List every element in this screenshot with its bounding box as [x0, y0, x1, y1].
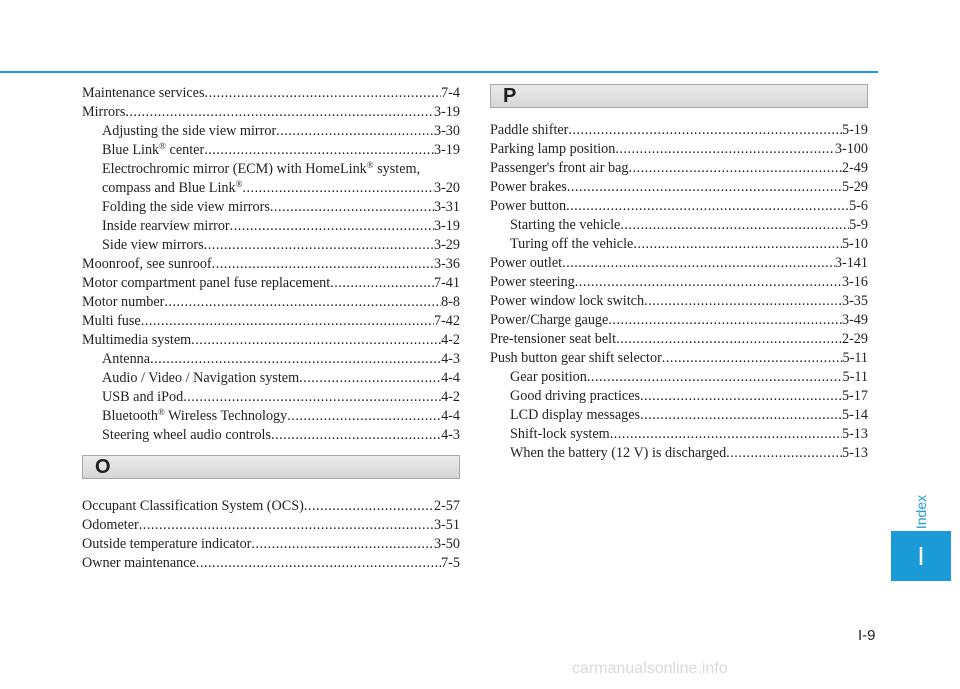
- entry-page: 5-9: [849, 217, 868, 233]
- entry-page: 5-11: [842, 350, 868, 366]
- index-entry[interactable]: [490, 368, 868, 387]
- entry-term-text: Moonroof, see sunroof: [82, 256, 212, 272]
- entry-page: 3-19: [433, 218, 460, 234]
- registered-mark: ®: [159, 141, 166, 151]
- entry-term-text: Paddle shifter: [490, 122, 569, 138]
- entry-page: 4-2: [441, 389, 460, 405]
- dot-leader: [164, 293, 441, 312]
- index-entry[interactable]: [82, 350, 460, 369]
- index-entry[interactable]: [82, 516, 460, 535]
- entry-term-suffix: system,: [373, 161, 421, 177]
- entry-term-text: Pre-tensioner seat belt: [490, 331, 617, 347]
- entry-term: [490, 178, 567, 197]
- entry-page: 2-29: [841, 331, 868, 347]
- entry-page: 4-3: [441, 351, 460, 367]
- entry-page: 3-100: [834, 141, 868, 157]
- index-list-m: [82, 84, 460, 445]
- entry-page: 7-4: [441, 85, 460, 101]
- entry-term-text: Power button: [490, 198, 567, 214]
- side-tab[interactable]: [891, 531, 951, 581]
- entry-term-text: Passenger's front air bag: [490, 160, 629, 176]
- index-entry[interactable]: [82, 198, 460, 217]
- dot-leader: [330, 274, 434, 293]
- letter-header-p: [490, 84, 868, 108]
- entry-page: 4-2: [441, 332, 460, 348]
- dot-leader: [204, 141, 434, 160]
- dot-leader: [575, 273, 842, 292]
- entry-term-text: Multi fuse: [82, 313, 141, 329]
- letter-o: O: [95, 455, 111, 478]
- index-entry[interactable]: [490, 254, 868, 273]
- entry-page: 5-6: [849, 198, 868, 214]
- entry-term-text: Owner maintenance: [82, 555, 196, 571]
- index-entry[interactable]: [82, 255, 460, 274]
- dot-leader: [568, 121, 842, 140]
- watermark: carmanualsonline.info: [572, 660, 728, 677]
- entry-term-text: Blue Link: [102, 142, 160, 158]
- index-entry[interactable]: [490, 406, 868, 425]
- entry-page: 5-14: [841, 407, 868, 423]
- index-entry[interactable]: [490, 178, 868, 197]
- entry-page: 5-29: [841, 179, 868, 195]
- entry-term: [490, 121, 568, 140]
- entry-term-text: Power steering: [490, 274, 575, 290]
- entry-term-text: Mirrors: [82, 104, 126, 120]
- index-entry[interactable]: [82, 388, 460, 407]
- dot-leader: [125, 103, 434, 122]
- index-entry[interactable]: [82, 217, 460, 236]
- dot-leader: [141, 312, 434, 331]
- entry-term-text: Shift-lock system: [510, 426, 610, 442]
- entry-page: 3-20: [433, 180, 460, 196]
- dot-leader: [242, 179, 434, 198]
- index-entry[interactable]: [490, 311, 868, 330]
- entry-term-text: Parking lamp position: [490, 141, 616, 157]
- entry-page: 7-42: [433, 313, 460, 329]
- entry-term-text: Motor compartment panel fuse replacement: [82, 275, 331, 291]
- entry-term: [82, 255, 212, 274]
- entry-page: 8-8: [441, 294, 460, 310]
- index-entry[interactable]: [82, 84, 460, 103]
- entry-page: 5-19: [841, 122, 868, 138]
- entry-term: [102, 426, 271, 445]
- dot-leader: [610, 425, 842, 444]
- entry-term-text: Good driving practices: [510, 388, 641, 404]
- index-entry[interactable]: [490, 216, 868, 235]
- entry-term: [82, 312, 141, 331]
- entry-term: [82, 331, 191, 350]
- letter-header-o: [82, 455, 460, 479]
- dot-leader: [304, 497, 434, 516]
- entry-page: 3-19: [433, 104, 460, 120]
- entry-term-text: Antenna: [102, 351, 151, 367]
- entry-page: 5-17: [841, 388, 868, 404]
- index-entry[interactable]: [82, 426, 460, 445]
- entry-page: 3-19: [433, 142, 460, 158]
- dot-leader: [562, 254, 835, 273]
- entry-term: [102, 369, 299, 388]
- entry-term: [102, 388, 183, 407]
- entry-page: 4-4: [441, 408, 460, 424]
- entry-page: 3-141: [834, 255, 868, 271]
- registered-mark: ®: [235, 179, 243, 189]
- index-column-left: [82, 84, 460, 573]
- entry-term: [102, 198, 270, 217]
- entry-page: 5-10: [841, 236, 868, 252]
- registered-mark: ®: [157, 407, 165, 417]
- entry-page: 3-49: [841, 312, 868, 328]
- index-entry[interactable]: [82, 535, 460, 554]
- entry-term-suffix: center: [165, 142, 205, 158]
- index-entry[interactable]: [82, 160, 460, 179]
- entry-term: [82, 293, 164, 312]
- entry-term: [102, 236, 204, 255]
- entry-term: [510, 235, 633, 254]
- index-entry[interactable]: [490, 425, 868, 444]
- dot-leader: [276, 122, 434, 141]
- entry-term: [490, 311, 608, 330]
- entry-term-text: Maintenance services: [82, 85, 205, 101]
- entry-term-text: Steering wheel audio controls: [102, 427, 272, 443]
- entry-term: [82, 516, 139, 535]
- index-entry[interactable]: [490, 349, 868, 368]
- entry-term-text: Folding the side view mirrors: [102, 199, 270, 215]
- index-entry[interactable]: [82, 179, 460, 198]
- header-rule: [0, 71, 878, 73]
- entry-page: 2-57: [433, 498, 460, 514]
- entry-page: 5-13: [841, 445, 868, 461]
- entry-term-text: Side view mirrors: [102, 237, 204, 253]
- entry-term-text: Outside temperature indicator: [82, 536, 252, 552]
- dot-leader: [205, 84, 442, 103]
- entry-page: 3-36: [433, 256, 460, 272]
- index-entry[interactable]: [82, 369, 460, 388]
- entry-term: [102, 407, 287, 426]
- entry-term: [510, 444, 726, 463]
- entry-term-text: compass and Blue Link: [102, 180, 236, 196]
- dot-leader: [270, 198, 434, 217]
- entry-page: 7-5: [441, 555, 460, 571]
- entry-term-text: Occupant Classification System (OCS): [82, 498, 304, 514]
- entry-term: [510, 406, 640, 425]
- dot-leader: [299, 369, 441, 388]
- entry-term-text: Starting the vehicle: [510, 217, 621, 233]
- entry-term: [490, 273, 575, 292]
- entry-term-text: Multimedia system: [82, 332, 192, 348]
- index-entry[interactable]: [490, 387, 868, 406]
- entry-term: [82, 84, 205, 103]
- dot-leader: [251, 535, 434, 554]
- dot-leader: [150, 350, 441, 369]
- index-entry[interactable]: [82, 312, 460, 331]
- entry-term: [490, 197, 566, 216]
- dot-leader: [567, 178, 842, 197]
- side-tab-letter: I: [917, 540, 925, 571]
- entry-term-text: Audio / Video / Navigation system: [102, 370, 300, 386]
- dot-leader: [191, 331, 441, 350]
- dot-leader: [633, 235, 842, 254]
- entry-term: [82, 103, 125, 122]
- index-entry[interactable]: [82, 103, 460, 122]
- entry-term-text: Power outlet: [490, 255, 563, 271]
- index-column-right: [490, 84, 868, 463]
- entry-term: [102, 179, 242, 198]
- entry-term-text: LCD display messages: [510, 407, 641, 423]
- dot-leader: [608, 311, 842, 330]
- dot-leader: [183, 388, 441, 407]
- page-number: I-9: [858, 627, 876, 644]
- entry-term: [102, 217, 230, 236]
- index-entry[interactable]: [490, 140, 868, 159]
- entry-term: [82, 497, 304, 516]
- entry-term-text: Power window lock switch: [490, 293, 645, 309]
- dot-leader: [616, 330, 842, 349]
- index-entry[interactable]: [490, 235, 868, 254]
- entry-term-text: Push button gear shift selector: [490, 350, 662, 366]
- index-entry[interactable]: [490, 197, 868, 216]
- entry-term: [102, 122, 276, 141]
- index-entry[interactable]: [82, 554, 460, 573]
- index-entry[interactable]: [82, 293, 460, 312]
- index-entry[interactable]: [490, 159, 868, 178]
- entry-term: [102, 161, 420, 177]
- entry-term: [490, 292, 644, 311]
- entry-term-text: Inside rearview mirror: [102, 218, 230, 234]
- entry-term: [490, 254, 562, 273]
- index-entry[interactable]: [82, 236, 460, 255]
- index-entry[interactable]: [490, 444, 868, 463]
- entry-term: [510, 216, 620, 235]
- side-tab-label: Index: [913, 494, 929, 530]
- index-entry[interactable]: [82, 122, 460, 141]
- index-list-o: [82, 497, 460, 573]
- dot-leader: [726, 444, 842, 463]
- index-entry[interactable]: [82, 141, 460, 160]
- entry-term-text: Electrochromic mirror (ECM) with HomeLink: [102, 161, 367, 177]
- entry-page: 2-49: [841, 160, 868, 176]
- dot-leader: [196, 554, 441, 573]
- entry-term-text: Adjusting the side view mirror: [102, 123, 277, 139]
- dot-leader: [640, 406, 842, 425]
- entry-term: [510, 387, 640, 406]
- entry-page: 3-30: [433, 123, 460, 139]
- dot-leader: [628, 159, 842, 178]
- entry-term-suffix: Wireless Technology: [164, 408, 288, 424]
- entry-term: [82, 274, 330, 293]
- entry-term: [490, 140, 615, 159]
- entry-term: [490, 330, 616, 349]
- entry-term-text: Power/Charge gauge: [490, 312, 609, 328]
- entry-term: [102, 350, 150, 369]
- dot-leader: [662, 349, 843, 368]
- index-entry[interactable]: [490, 121, 868, 140]
- index-entry[interactable]: [490, 292, 868, 311]
- index-entry[interactable]: [490, 330, 868, 349]
- entry-term-text: Motor number: [82, 294, 165, 310]
- index-entry[interactable]: [82, 274, 460, 293]
- entry-term-text: When the battery (12 V) is discharged: [510, 445, 727, 461]
- entry-page: 4-3: [441, 427, 460, 443]
- entry-page: 7-41: [433, 275, 460, 291]
- index-entry[interactable]: [82, 497, 460, 516]
- dot-leader: [212, 255, 434, 274]
- entry-term: [102, 141, 204, 160]
- dot-leader: [620, 216, 849, 235]
- dot-leader: [644, 292, 842, 311]
- entry-term-text: Gear position: [510, 369, 587, 385]
- dot-leader: [204, 236, 434, 255]
- entry-term: [82, 554, 196, 573]
- entry-term-text: Odometer: [82, 517, 139, 533]
- entry-page: 5-11: [842, 369, 868, 385]
- entry-term: [510, 368, 587, 387]
- entry-page: 3-50: [433, 536, 460, 552]
- entry-term-text: USB and iPod: [102, 389, 184, 405]
- dot-leader: [615, 140, 835, 159]
- index-entry[interactable]: [82, 331, 460, 350]
- letter-p: P: [503, 84, 517, 107]
- index-entry[interactable]: [82, 407, 460, 426]
- entry-page: 3-35: [841, 293, 868, 309]
- dot-leader: [587, 368, 843, 387]
- entry-term-text: Power brakes: [490, 179, 567, 195]
- index-list-p: [490, 121, 868, 463]
- index-entry[interactable]: [490, 273, 868, 292]
- dot-leader: [640, 387, 842, 406]
- registered-mark: ®: [366, 160, 374, 170]
- dot-leader: [230, 217, 434, 236]
- entry-page: 3-16: [841, 274, 868, 290]
- entry-term: [490, 349, 662, 368]
- entry-page: 4-4: [441, 370, 460, 386]
- entry-page: 3-51: [433, 517, 460, 533]
- entry-page: 3-31: [433, 199, 460, 215]
- dot-leader: [566, 197, 849, 216]
- entry-term-text: Turing off the vehicle: [510, 236, 634, 252]
- dot-leader: [271, 426, 441, 445]
- dot-leader: [139, 516, 434, 535]
- entry-term: [510, 425, 610, 444]
- entry-term: [490, 159, 628, 178]
- entry-page: 3-29: [433, 237, 460, 253]
- entry-term-text: Bluetooth: [102, 408, 158, 424]
- entry-term: [82, 535, 251, 554]
- dot-leader: [287, 407, 441, 426]
- entry-page: 5-13: [841, 426, 868, 442]
